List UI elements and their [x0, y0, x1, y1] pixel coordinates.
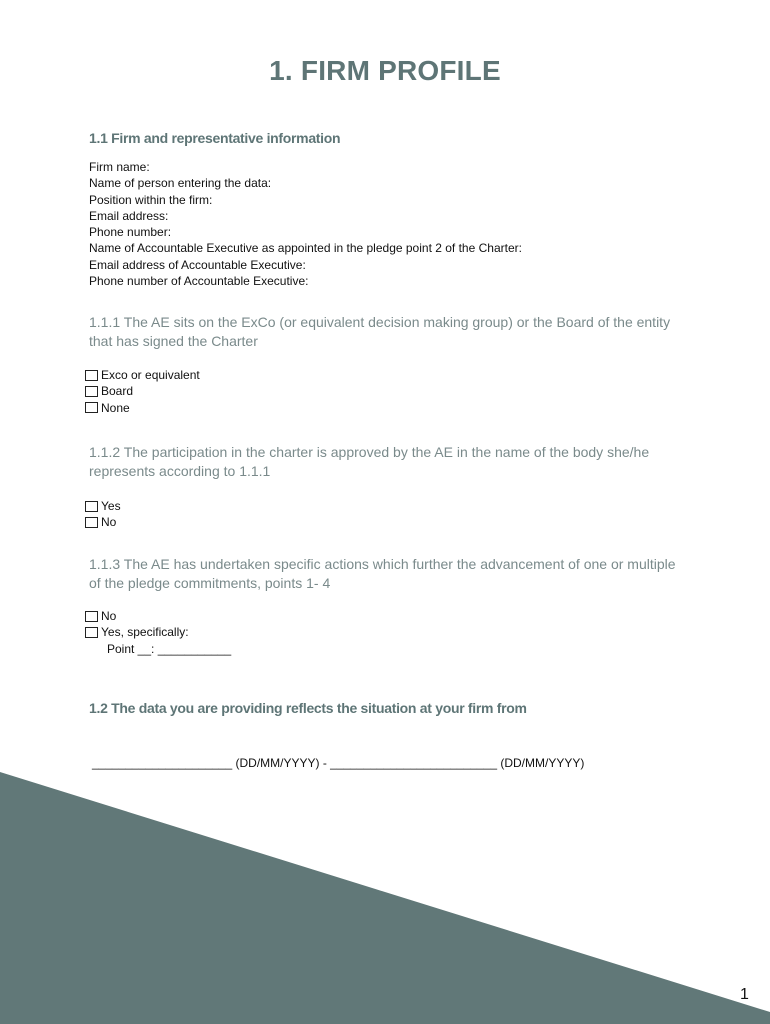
section-heading-1-2: 1.2 The data you are providing reflects the situation at your firm from: [89, 700, 527, 716]
option-label-no-actions: No: [101, 609, 117, 623]
option-none: [85, 400, 200, 416]
options-1-1-2: [85, 498, 121, 531]
option-label-exco: Exco or equivalent: [101, 368, 200, 382]
option-no-actions: [85, 608, 189, 624]
question-1-1-2: 1.1.2 The participation in the charter is approved by the AE in the name of the body she/he represents according to 1.1.1: [89, 444, 650, 479]
field-label-ae-name: Name of Accountable Executive as appointed in the pledge point 2 of the Charter:: [89, 241, 522, 256]
options-1-1-3: [85, 608, 189, 641]
option-label-none: None: [101, 400, 130, 415]
field-label-phone: Phone number:: [89, 225, 172, 240]
field-label-email: Email address:: [89, 208, 169, 223]
option-yes-specifically: [85, 624, 189, 640]
option-exco: [85, 367, 200, 383]
checkbox-none[interactable]: [85, 402, 98, 413]
field-label-firm-name: Firm name:: [89, 160, 150, 174]
option-no: [85, 514, 121, 530]
checkbox-board[interactable]: [85, 386, 98, 397]
point-fill-in-line[interactable]: Point __: ___________: [107, 642, 232, 656]
option-label-board: Board: [101, 384, 134, 399]
question-1-1-3: 1.1.3 The AE has undertaken specific actions which further the advancement of one or multiple of the pledge commitments, points 1- 4: [89, 556, 676, 591]
date-range-fill-in[interactable]: _____________________ (DD/MM/YYYY) - _________________________ (DD/MM/YYYY): [92, 756, 585, 770]
option-yes: [85, 498, 121, 514]
field-label-position: Position within the firm:: [89, 192, 213, 207]
option-label-yes: Yes: [101, 499, 121, 513]
question-1-1-1: 1.1.1 The AE sits on the ExCo (or equivalent decision making group) or the Board of the entity that has signed the Charter: [89, 314, 671, 349]
firm-info-field-list: [89, 159, 522, 289]
checkbox-no-actions[interactable]: [85, 611, 98, 622]
corner-triangle: [0, 772, 770, 1024]
page-title: 1. FIRM PROFILE: [269, 55, 501, 86]
option-label-yes-specifically: Yes, specifically:: [101, 625, 189, 640]
checkbox-yes-specifically[interactable]: [85, 627, 98, 638]
option-label-no: No: [101, 515, 117, 530]
options-1-1-1: [85, 367, 200, 416]
field-label-person-name: Name of person entering the data:: [89, 176, 272, 191]
section-heading-1-1: 1.1 Firm and representative information: [89, 130, 341, 146]
option-board: [85, 383, 200, 399]
checkbox-exco[interactable]: [85, 370, 98, 381]
checkbox-yes[interactable]: [85, 501, 98, 512]
field-label-ae-email: Email address of Accountable Executive:: [89, 257, 306, 272]
page-number: 1: [740, 986, 749, 1003]
checkbox-no[interactable]: [85, 517, 98, 528]
field-label-ae-phone: Phone number of Accountable Executive:: [89, 274, 309, 289]
